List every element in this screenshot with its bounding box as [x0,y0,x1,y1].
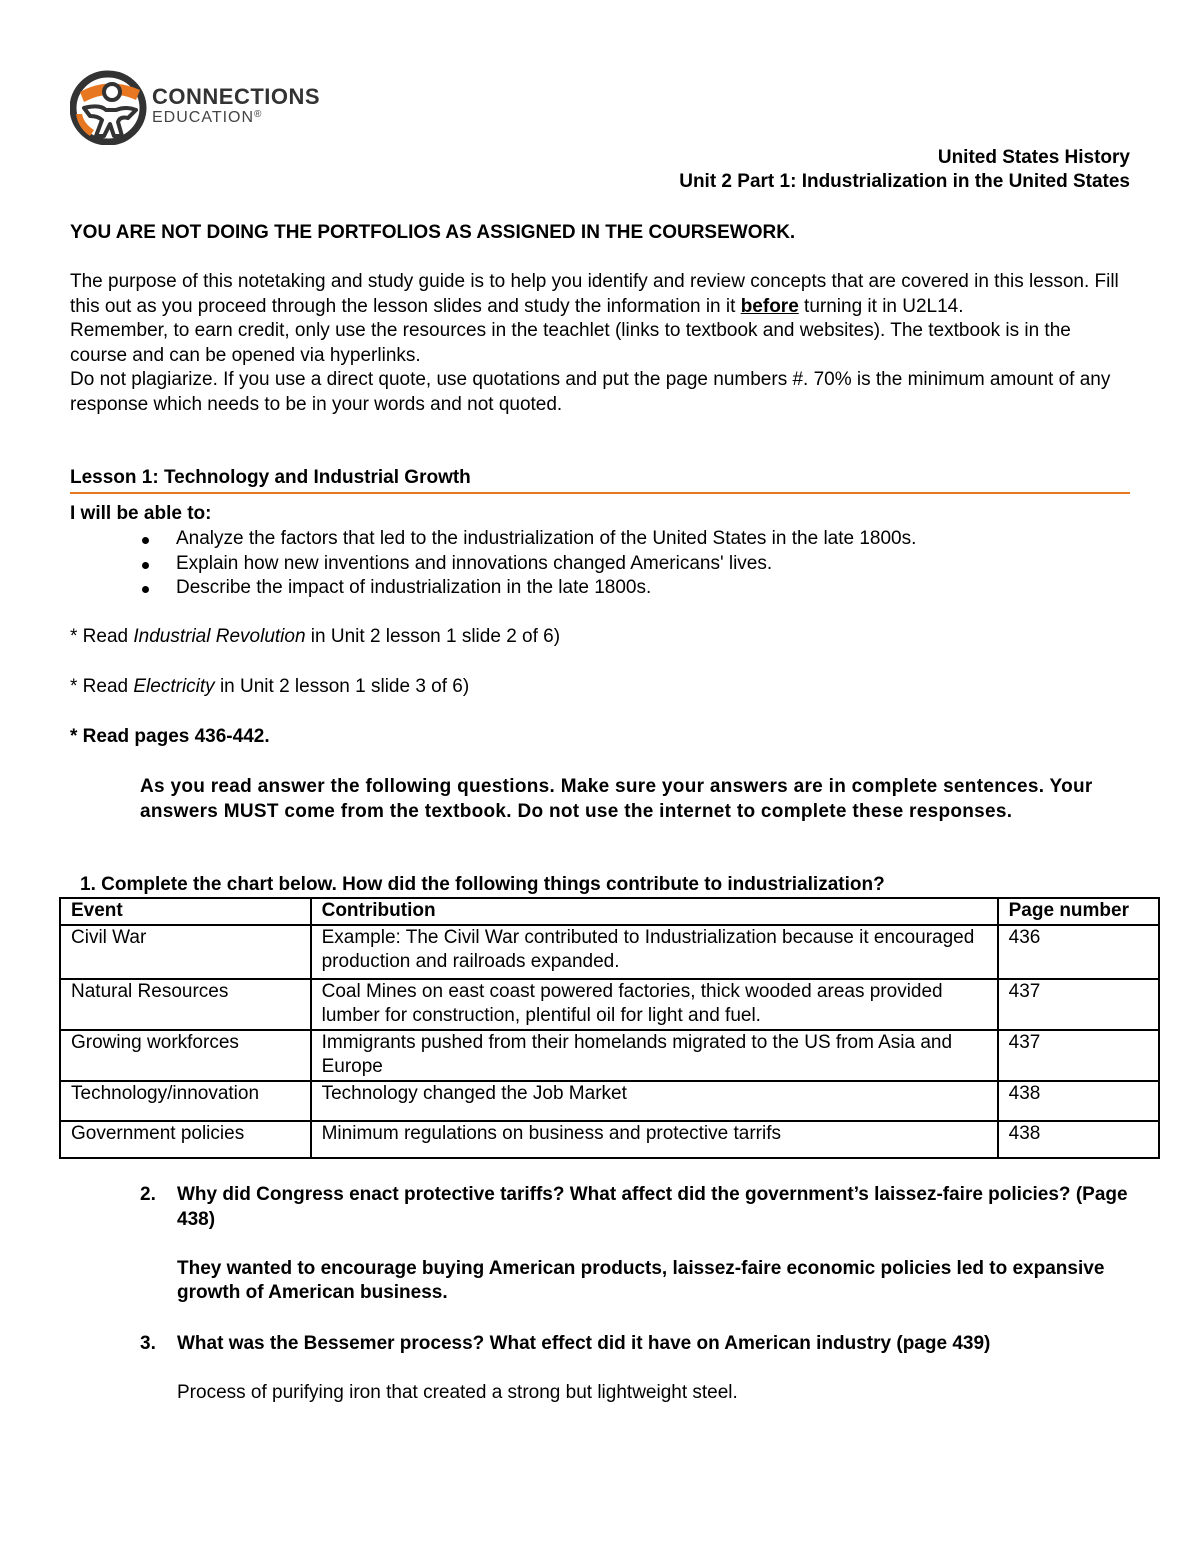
document-header [679,146,1130,194]
reading-instruction-2: * Read Electricity in Unit 2 lesson 1 slide 3 of 6) [70,676,470,697]
objective-item: Analyze the factors that led to the industrialization of the United States in the late 1800s. [140,527,916,552]
header-contribution: Contribution [311,898,998,925]
question-1: 1. Complete the chart below. How did the following things contribute to industrialization? [80,874,885,895]
intro-paragraph-1: The purpose of this notetaking and study guide is to help you identify and review concepts that are covered in this lesson. Fill this out as you proceed through the lesson slides and study the information in it before turning it in U2L14. [70,271,1119,317]
table-row [60,1081,1159,1121]
contribution-table [59,897,1160,1159]
emphasis-before: before [740,295,799,317]
unit-title: Unit 2 Part 1: Industrialization in the United States [679,171,1130,192]
table-header-row [60,898,1159,925]
question-instructions: As you read answer the following questions. Make sure your answers are in complete sentences. Your answers MUST come from the textbook. Do not use the internet to complete these responses. [140,776,1093,822]
table-row [60,925,1159,979]
intro-paragraph-2: Remember, to earn credit, only use the resources in the teachlet (links to textbook and websites). The textbook is in the course and can be opened via hyperlinks. [70,320,1071,366]
contribution-cell: Coal Mines on east coast powered factories, thick wooded areas provided lumber for construction, plentiful oil for light and fuel. [311,979,998,1030]
logo-trademark: ® [254,109,263,120]
event-cell: Natural Resources [60,979,311,1030]
contribution-cell: Immigrants pushed from their homelands migrated to the US from Asia and Europe [311,1030,998,1081]
table-row [60,1030,1159,1081]
objective-item: Explain how new inventions and innovations changed Americans' lives. [140,552,916,577]
logo-mark-icon [70,70,150,145]
orange-divider [70,492,1130,494]
contribution-cell: Example: The Civil War contributed to Industrialization because it encouraged production and railroads expanded. [311,925,998,979]
question-2 [140,1183,1130,1306]
event-cell: Government policies [60,1121,311,1158]
portfolio-notice: YOU ARE NOT DOING THE PORTFOLIOS AS ASSIGNED IN THE COURSEWORK. [70,222,796,243]
page-cell: 436 [998,925,1159,979]
question-number: 3. [140,1333,156,1354]
contribution-cell: Minimum regulations on business and protective tarrifs [311,1121,998,1158]
question-number: 2. [140,1184,156,1205]
question-text: Why did Congress enact protective tariffs? What affect did the government’s laissez-faire policies? (Page 438) [177,1184,1128,1230]
objectives-label: I will be able to: [70,503,212,524]
header-event: Event [60,898,311,925]
question-3 [140,1332,1130,1406]
lesson-title: Lesson 1: Technology and Industrial Growth [70,467,471,488]
logo-name: CONNECTIONS [152,84,321,109]
connections-education-logo [70,70,360,145]
intro-paragraph-3: Do not plagiarize. If you use a direct quote, use quotations and put the page numbers #. 70% is the minimum amount of any response which needs to be in your words and not quoted. [70,369,1111,415]
objectives-list [140,527,916,601]
page-cell: 437 [998,1030,1159,1081]
reading-instruction-1: * Read Industrial Revolution in Unit 2 lesson 1 slide 2 of 6) [70,626,561,647]
header-page-number: Page number [998,898,1159,925]
page-cell: 437 [998,979,1159,1030]
event-cell: Technology/innovation [60,1081,311,1121]
contribution-cell: Technology changed the Job Market [311,1081,998,1121]
table-row [60,979,1159,1030]
table-row [60,1121,1159,1158]
course-title: United States History [937,147,1130,168]
question-text: What was the Bessemer process? What effect did it have on American industry (page 439) [177,1333,991,1354]
page-cell: 438 [998,1081,1159,1121]
answer-text: Process of purifying iron that created a strong but lightweight steel. [177,1382,738,1403]
event-cell: Civil War [60,925,311,979]
answer-text: They wanted to encourage buying American products, laissez-faire economic policies led to expansive growth of American business. [177,1257,1105,1303]
intro-section [70,270,1130,417]
logo-subtitle: EDUCATION [152,109,255,126]
page-cell: 438 [998,1121,1159,1158]
event-cell: Growing workforces [60,1030,311,1081]
objective-item: Describe the impact of industrialization in the late 1800s. [140,576,916,601]
reading-instruction-3: * Read pages 436-442. [70,726,270,747]
